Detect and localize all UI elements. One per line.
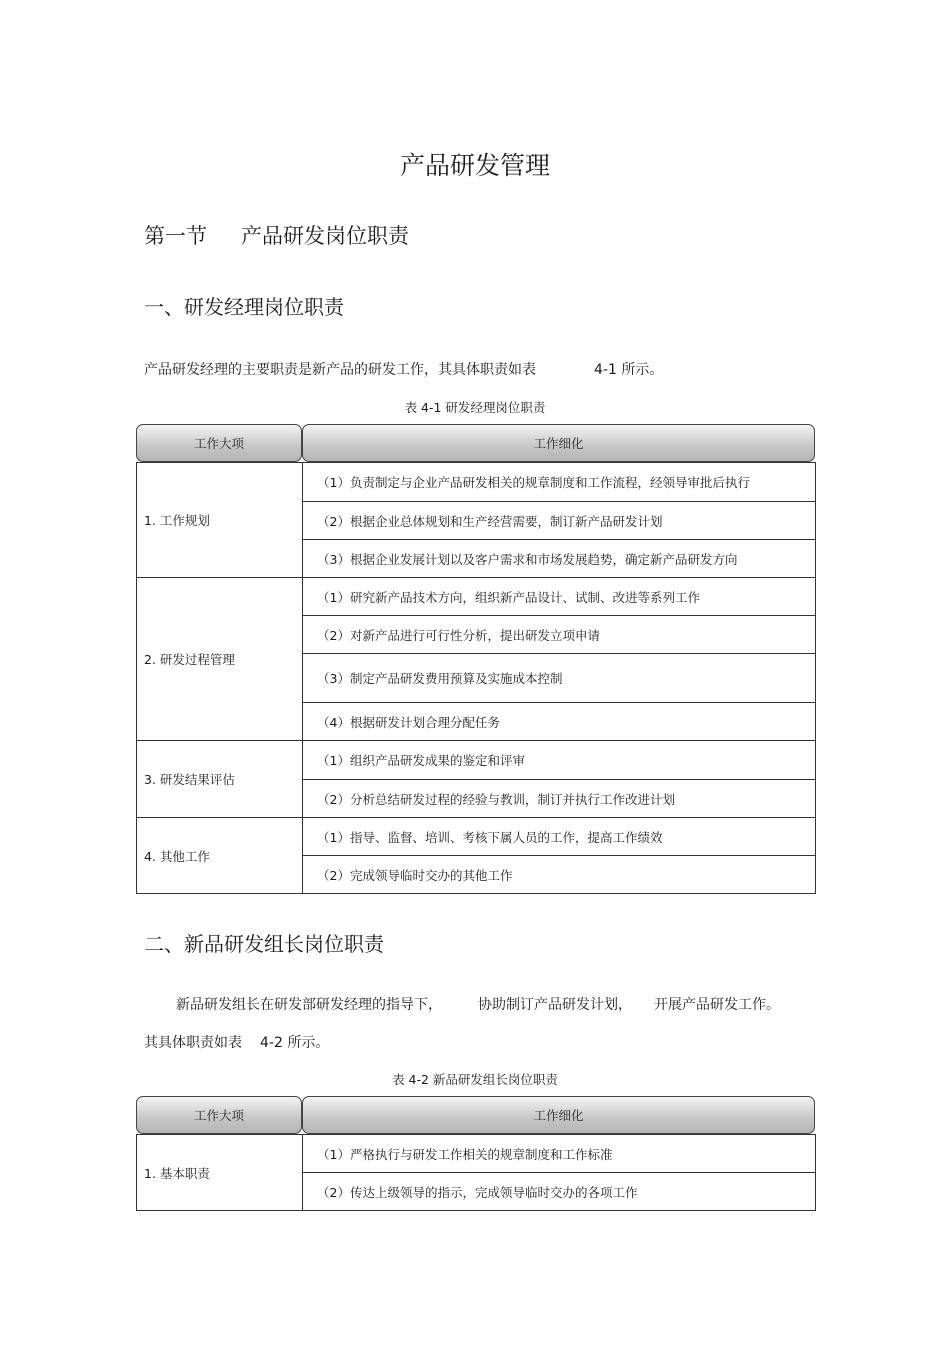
table-row	[137, 463, 816, 502]
category-cell: 4. 其他工作	[137, 818, 303, 894]
detail-cell: （2）分析总结研发过程的经验与教训，制订并执行工作改进计划	[303, 780, 816, 818]
category-cell: 1. 工作规划	[137, 463, 303, 578]
category-cell: 1. 基本职责	[137, 1135, 303, 1211]
table-2-header-category	[136, 1096, 302, 1134]
header-label: 工作细化	[533, 1108, 584, 1123]
section-label: 第一节	[144, 224, 207, 248]
subsection-heading-2: 二、新品研发组长岗位职责	[144, 932, 384, 956]
intro-paragraph-1	[144, 359, 663, 379]
table-2-header-detail	[302, 1096, 815, 1134]
category-cell: 2. 研发过程管理	[137, 578, 303, 741]
para-fragment: 开展产品研发工作。	[654, 997, 780, 1013]
category-cell: 3. 研发结果评估	[137, 741, 303, 818]
intro-paragraph-2-line-2	[144, 1032, 329, 1052]
table-row	[137, 741, 816, 780]
detail-cell: （1）研究新产品技术方向，组织新产品设计、试制、改进等系列工作	[303, 578, 816, 616]
detail-cell: （1）严格执行与研发工作相关的规章制度和工作标准	[303, 1135, 816, 1173]
intro-text: 产品研发经理的主要职责是新产品的研发工作，其具体职责如表	[144, 362, 536, 378]
document-title: 产品研发管理	[399, 151, 550, 180]
detail-cell: （3）制定产品研发费用预算及实施成本控制	[303, 654, 816, 703]
table-1-caption: 表 4-1 研发经理岗位职责	[404, 400, 546, 415]
header-label: 工作大项	[193, 436, 244, 451]
table-2-caption: 表 4-2 新品研发组长岗位职责	[392, 1072, 558, 1087]
detail-cell: （1）指导、监督、培训、考核下属人员的工作，提高工作绩效	[303, 818, 816, 856]
intro-table-ref: 4-2 所示。	[260, 1035, 330, 1051]
detail-cell: （2）根据企业总体规划和生产经营需要，制订新产品研发计划	[303, 502, 816, 540]
section-title: 产品研发岗位职责	[241, 224, 409, 248]
subsection-heading-1: 一、研发经理岗位职责	[144, 295, 344, 319]
detail-cell: （1）组织产品研发成果的鉴定和评审	[303, 741, 816, 780]
detail-cell: （2）传达上级领导的指示，完成领导临时交办的各项工作	[303, 1173, 816, 1211]
table-row	[137, 1135, 816, 1173]
table-1-body	[136, 462, 816, 894]
table-1-header-detail	[302, 424, 815, 462]
table-row	[137, 818, 816, 856]
detail-cell: （4）根据研发计划合理分配任务	[303, 703, 816, 741]
header-label: 工作细化	[533, 436, 584, 451]
intro-table-ref: 4-1 所示。	[594, 362, 664, 378]
detail-cell: （1）负责制定与企业产品研发相关的规章制度和工作流程，经领导审批后执行	[303, 463, 816, 502]
detail-cell: （3）根据企业发展计划以及客户需求和市场发展趋势，确定新产品研发方向	[303, 540, 816, 578]
para-fragment: 其具体职责如表	[144, 1035, 242, 1051]
section-heading	[144, 220, 409, 250]
table-1-header-category	[136, 424, 302, 462]
table-2-body	[136, 1134, 816, 1211]
detail-cell: （2）对新产品进行可行性分析，提出研发立项申请	[303, 616, 816, 654]
para-fragment: 协助制订产品研发计划，	[478, 997, 632, 1013]
header-label: 工作大项	[193, 1108, 244, 1123]
para-fragment: 新品研发组长在研发部研发经理的指导下，	[176, 997, 442, 1013]
intro-paragraph-2-line-1	[176, 994, 780, 1014]
table-row	[137, 578, 816, 616]
detail-cell: （2）完成领导临时交办的其他工作	[303, 856, 816, 894]
